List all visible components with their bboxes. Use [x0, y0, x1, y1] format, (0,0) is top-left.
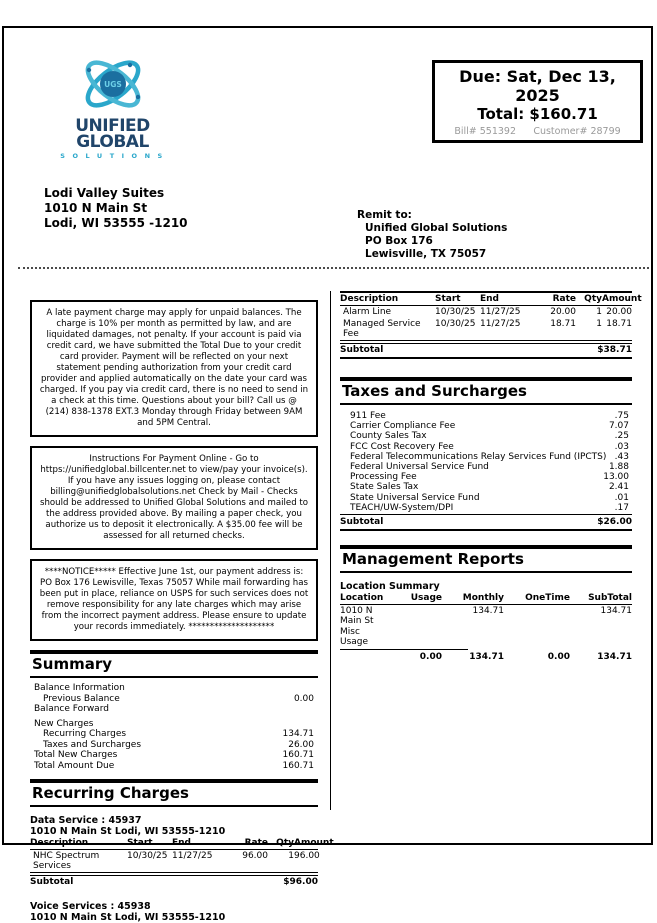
tax-value: .43 [614, 451, 629, 462]
right-column [340, 291, 642, 664]
tax-value: .03 [614, 441, 629, 452]
taxes-heading: Taxes and Surcharges [340, 377, 632, 405]
late-payment-notice: A late payment charge may apply for unpaid balances. The charge is 10% per month as permitted by law, and are liquidated damages, not penalty. If your account is paid via credit card, we have submitted the Total Due to your credit card provider. Payment will be reflected on your next statement pending authorization from your credit card provider and applied automatically on the date your card was charged. If you pay via credit card, there is no need to send in a check at this time. Questions about your bill? Call us @ (214) 838-1378 EXT.3 Monday through Friday between 9AM and 5PM Central. [30, 300, 318, 437]
table-row: 1010 N Main St 134.71 134.71 [340, 606, 632, 627]
atom-logo-icon [74, 56, 152, 116]
summary-row [30, 683, 318, 694]
tax-value: 1.88 [608, 462, 629, 473]
tax-label: FCC Cost Recovery Fee [350, 441, 454, 452]
summary-row-label: Balance Information [34, 683, 125, 693]
col-monthly: Monthly [462, 593, 504, 604]
tax-value: .25 [614, 431, 629, 442]
service-address: 1010 N Main St Lodi, WI 53555-1210 [30, 826, 226, 837]
column-divider [330, 291, 331, 810]
service-name: Data Service : 45937 [30, 815, 142, 826]
taxes-subtotal-block [340, 514, 632, 531]
tax-label: Federal Universal Service Fund [350, 462, 489, 473]
billing-address [44, 186, 188, 231]
tax-label: Federal Telecommunications Relay Services Fund (IPCTS) [350, 451, 607, 462]
customer-number: Customer# 28799 [533, 126, 621, 137]
location-summary-label: Location Summary [340, 581, 440, 593]
tax-label: TEACH/UW-System/DPI [350, 502, 454, 513]
tax-label: State Universal Service Fund [350, 492, 480, 503]
tax-value: 7.07 [608, 421, 629, 432]
tax-value: .01 [614, 492, 629, 503]
alarm-table-header [340, 291, 642, 306]
tax-row [340, 493, 632, 503]
col-location: Location [340, 593, 384, 604]
company-logo [40, 56, 185, 160]
billing-address-street: 1010 N Main St [44, 201, 148, 215]
tax-value: .75 [614, 411, 629, 421]
table-row: NHC Spectrum Services 10/30/25 11/27/25 96.00 1 96.00 [33, 851, 320, 871]
next-service-name: Voice Services : 45938 [30, 901, 151, 912]
col-rate: Rate [552, 294, 576, 304]
recurring-table-body [30, 850, 318, 872]
col-subtotal: SubTotal [588, 593, 632, 604]
tax-value: 13.00 [603, 472, 629, 483]
remit-to-name: Unified Global Solutions [365, 222, 508, 234]
tax-value: 2.41 [608, 482, 629, 493]
tax-row [340, 442, 632, 452]
tax-value: .17 [614, 502, 629, 513]
table-row: Misc Usage [340, 627, 369, 648]
perforation-dotted-line [18, 267, 649, 269]
table-row: Alarm Line 10/30/25 11/27/25 20.00 1 20.00 [343, 307, 632, 317]
summary-row-value: 160.71 [282, 760, 314, 771]
col-qty: Qty [584, 294, 602, 304]
tax-label: 911 Fee [350, 411, 386, 421]
billing-address-city: Lodi, WI 53555 -1210 [44, 216, 188, 230]
summary-row [30, 719, 318, 730]
total-due: Total: $160.71 [477, 105, 598, 123]
summary-row-label: Taxes and Surcharges [43, 739, 142, 750]
summary-row [30, 694, 318, 705]
summary-row-value: 134.71 [282, 729, 314, 739]
summary-row-value: 26.00 [288, 739, 314, 750]
brand-name: UNIFIED GLOBAL [75, 116, 150, 152]
tax-label: State Sales Tax [350, 482, 419, 493]
tax-row [340, 411, 632, 421]
management-table-body [340, 605, 632, 647]
col-description: Description [30, 838, 89, 848]
due-summary-box [432, 60, 643, 143]
col-onetime: OneTime [525, 593, 570, 604]
col-amount: Amount [294, 838, 334, 848]
col-usage: Usage [410, 593, 442, 604]
summary-row-label: Recurring Charges [43, 729, 127, 739]
tax-row [340, 503, 632, 513]
summary-row-label: New Charges [34, 718, 94, 729]
col-end: End [480, 294, 499, 304]
recurring-table-header [30, 837, 334, 850]
remit-to-city: Lewisville, TX 75057 [365, 248, 487, 260]
left-column [30, 300, 334, 923]
alarm-table-body [340, 306, 632, 340]
recurring-subtotal: Subtotal $96.00 [30, 877, 318, 887]
col-start: Start [127, 838, 153, 848]
billing-address-name: Lodi Valley Suites [44, 186, 165, 200]
summary-row [30, 761, 318, 772]
tax-row [340, 431, 632, 441]
payment-instructions-notice: Instructions For Payment Online - Go to https://unifiedglobal.billcenter.net to view/pay your invoice(s). If you have any issues logging on, please contact billing@unifiedglobalsolutions.net Check by Mail - Checks should be addressed to Unified Global Solutions and mailed to the address provided above. By mailing a paper check, you authorize us to deposit it electronically. A $35.00 fee will be assessed for all returned checks. [30, 446, 318, 550]
remit-to-block [357, 209, 507, 261]
summary-row [30, 750, 318, 761]
summary-row-label: Balance Forward [34, 704, 109, 714]
summary-row-label: Total New Charges [34, 750, 118, 760]
logo-monogram: UGS [103, 79, 122, 89]
remit-to-street: PO Box 176 [365, 235, 433, 247]
summary-row-label: Previous Balance [43, 693, 120, 704]
col-amount: Amount [602, 294, 642, 304]
tax-row [340, 462, 632, 472]
tax-label: Processing Fee [350, 472, 417, 483]
due-date: Due: Sat, Dec 13, 2025 [459, 67, 616, 105]
bill-number: Bill# 551392 [454, 126, 516, 137]
col-end: End [172, 838, 191, 848]
col-rate: Rate [244, 838, 268, 848]
summary-row [30, 740, 318, 751]
summary-row-value: 0.00 [293, 693, 314, 704]
col-qty: Qty [276, 838, 294, 848]
brand-subtitle: SOLUTIONS [60, 152, 170, 160]
taxes-subtotal: Subtotal $26.00 [340, 517, 632, 528]
col-start: Start [435, 294, 461, 304]
management-table-header [340, 592, 632, 605]
tax-row [340, 482, 632, 492]
summary-list [30, 683, 318, 771]
taxes-list [340, 411, 632, 513]
tax-row [340, 472, 632, 482]
col-description: Description [340, 294, 399, 304]
management-reports-heading: Management Reports [340, 545, 632, 573]
tax-row [340, 452, 632, 462]
next-service-address: 1010 N Main St Lodi, WI 53555-1210 [30, 912, 226, 923]
alarm-subtotal: Subtotal $38.71 [340, 344, 632, 359]
summary-row-label: Total Amount Due [34, 760, 115, 771]
tax-row [340, 421, 632, 431]
summary-row [30, 704, 318, 715]
address-change-notice: ****NOTICE***** Effective June 1st, our payment address is: PO Box 176 Lewisville, Texas 75057 While mail forwarding has been put in place, reliance on USPS for such services does not remove responsibility for any late charges which may arise from the incorrect payment address. Please ensure to update your records immediately. ******************** [30, 559, 318, 641]
summary-row [30, 729, 318, 740]
summary-row-value: 160.71 [282, 750, 314, 760]
table-row: Managed Service Fee 10/30/25 11/27/25 18.71 1 18.71 [343, 319, 632, 339]
tax-label: County Sales Tax [350, 431, 427, 442]
tax-label: Carrier Compliance Fee [350, 421, 456, 432]
summary-heading: Summary [30, 650, 318, 678]
remit-to-label: Remit to: [357, 209, 412, 221]
recurring-charges-heading: Recurring Charges [30, 779, 318, 807]
management-totals-row: 0.00 134.71 0.00 134.71 [419, 652, 632, 663]
